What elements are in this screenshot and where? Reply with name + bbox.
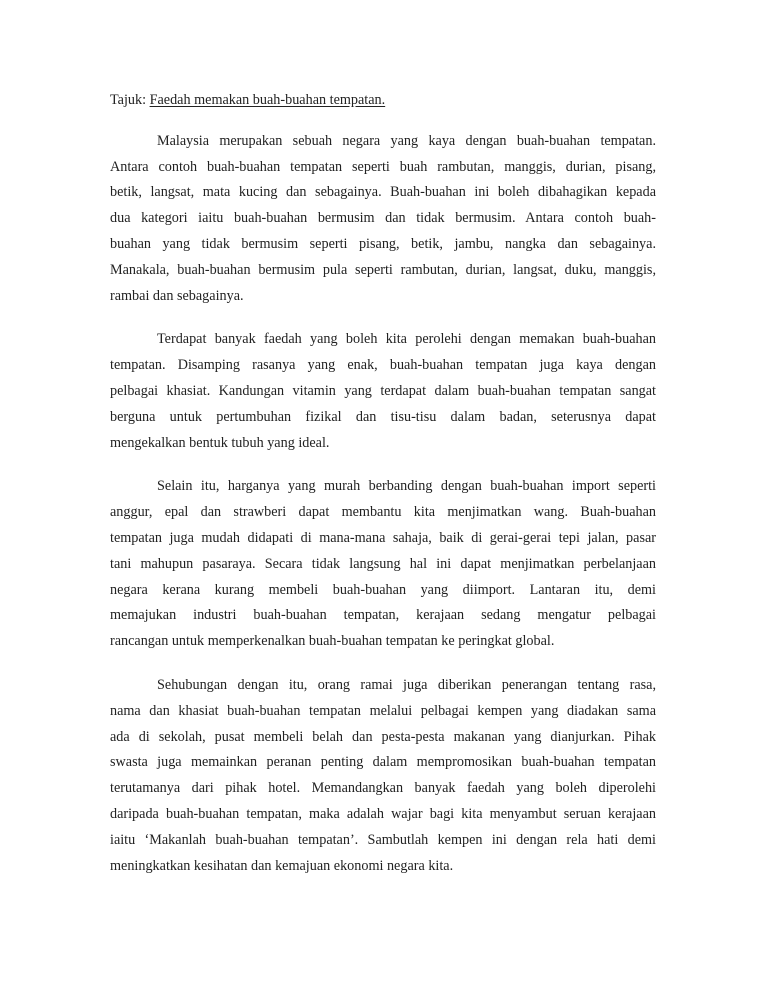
- text-line: terutamanya dari pihak hotel. Memandangkan banyak faedah yang boleh diperolehi: [110, 780, 656, 797]
- paragraph-1: [110, 129, 656, 310]
- text-line: nama dan khasiat buah-buahan tempatan melalui pelbagai kempen yang diadakan sama: [110, 702, 656, 719]
- text-line: tani mahupun pasaraya. Secara tidak langsung hal ini dapat menjimatkan perbelanjaan: [110, 555, 656, 572]
- paragraph-4: [110, 673, 656, 879]
- text-line: tempatan juga mudah didapati di mana-mana sahaja, baik di gerai-gerai tepi jalan, pasar: [110, 529, 656, 546]
- paragraph-3: [110, 474, 656, 655]
- text-line: Manakala, buah-buahan bermusim pula seperti rambutan, durian, langsat, duku, manggis,: [110, 261, 656, 278]
- text-line: buahan yang tidak bermusim seperti pisang, betik, jambu, nangka dan sebagainya.: [110, 235, 656, 252]
- paragraph-2: [110, 327, 656, 456]
- text-line: pelbagai khasiat. Kandungan vitamin yang terdapat dalam buah-buahan tempatan sangat: [110, 382, 656, 399]
- title-prefix: Tajuk:: [110, 92, 147, 108]
- text-line: meningkatkan kesihatan dan kemajuan ekonomi negara kita.: [110, 857, 454, 874]
- text-line: Sehubungan dengan itu, orang ramai juga diberikan penerangan tentang rasa,: [157, 676, 656, 693]
- text-line: Terdapat banyak faedah yang boleh kita perolehi dengan memakan buah-buahan: [157, 331, 656, 348]
- essay-title: [110, 88, 656, 113]
- text-line: daripada buah-buahan tempatan, maka adalah wajar bagi kita menyambut seruan kerajaan: [110, 805, 656, 822]
- text-line: memajukan industri buah-buahan tempatan, kerajaan sedang mengatur pelbagai: [110, 607, 656, 624]
- text-line: tempatan. Disamping rasanya yang enak, buah-buahan tempatan juga kaya dengan: [110, 357, 656, 374]
- text-line: rambai dan sebagainya.: [110, 287, 244, 304]
- text-line: negara kerana kurang membeli buah-buahan yang diimport. Lantaran itu, demi: [110, 581, 656, 598]
- title-text: Faedah memakan buah-buahan tempatan.: [149, 92, 386, 108]
- text-line: ada di sekolah, pusat membeli belah dan pesta-pesta makanan yang dianjurkan. Pihak: [110, 728, 656, 745]
- text-line: iaitu ‘Makanlah buah-buahan tempatan’. Sambutlah kempen ini dengan rela hati demi: [110, 831, 656, 848]
- text-line: mengekalkan bentuk tubuh yang ideal.: [110, 434, 330, 451]
- text-line: dua kategori iaitu buah-buahan bermusim dan tidak bermusim. Antara contoh buah-: [110, 210, 656, 227]
- text-line: berguna untuk pertumbuhan fizikal dan tisu-tisu dalam badan, seterusnya dapat: [110, 408, 656, 425]
- text-line: Antara contoh buah-buahan tempatan seperti buah rambutan, manggis, durian, pisang,: [110, 158, 656, 175]
- text-line: anggur, epal dan strawberi dapat membantu kita menjimatkan wang. Buah-buahan: [110, 504, 656, 521]
- text-line: betik, langsat, mata kucing dan sebagainya. Buah-buahan ini boleh dibahagikan kepada: [110, 184, 656, 201]
- text-line: Malaysia merupakan sebuah negara yang kaya dengan buah-buahan tempatan.: [157, 132, 656, 149]
- text-line: swasta juga memainkan peranan penting dalam mempromosikan buah-buahan tempatan: [110, 754, 656, 771]
- document-page: [110, 88, 656, 897]
- text-line: Selain itu, harganya yang murah berbanding dengan buah-buahan import seperti: [157, 478, 656, 495]
- text-line: rancangan untuk memperkenalkan buah-buahan tempatan ke peringkat global.: [110, 633, 555, 650]
